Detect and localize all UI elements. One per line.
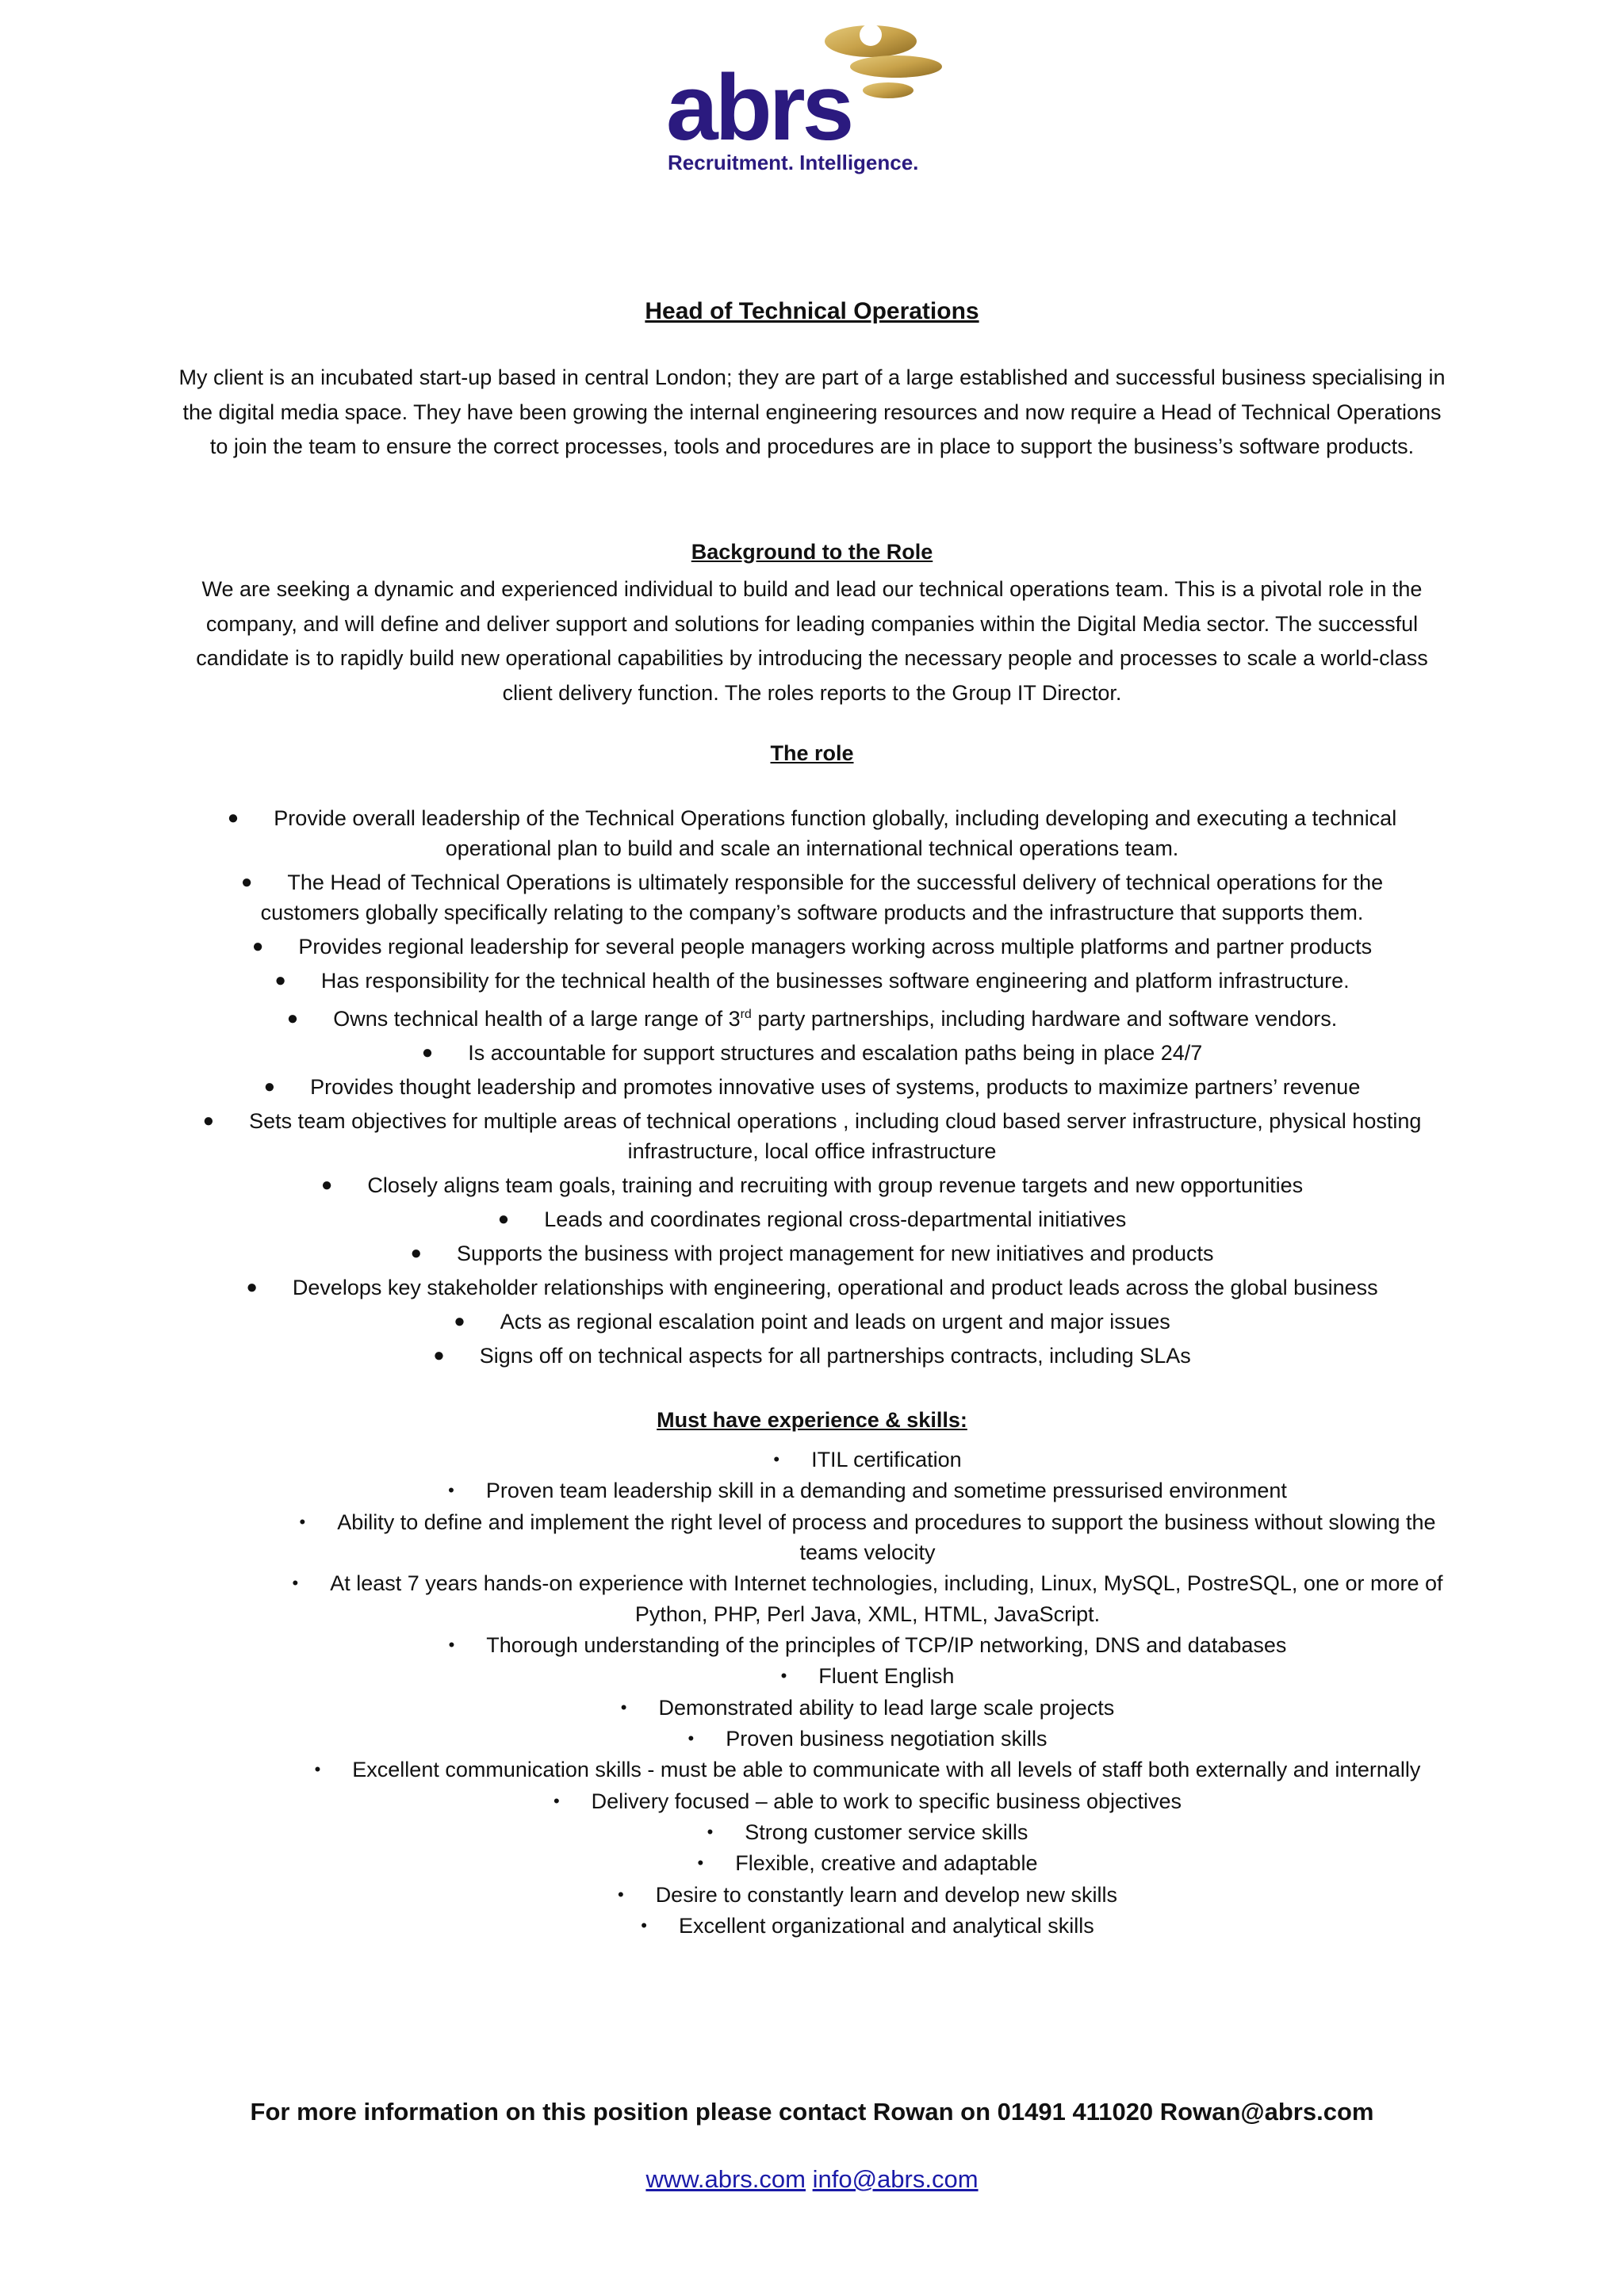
skill-item: • Demonstrated ability to lead large scale projects bbox=[270, 1693, 1465, 1724]
logo-swoosh-low bbox=[863, 82, 914, 98]
bullet-icon: ● bbox=[240, 871, 253, 893]
role-item: ● Supports the business with project management for new initiatives and products bbox=[190, 1238, 1434, 1269]
bullet-icon: • bbox=[707, 1821, 714, 1842]
role-heading: The role bbox=[770, 741, 854, 765]
abrs-logo bbox=[658, 14, 975, 181]
page-title: Head of Technical Operations bbox=[645, 298, 979, 324]
role-item: ● The Head of Technical Operations is ultimately responsible for the successful delivery of technical operations for the customers globally specifically relating to the company’s software products and the infrastructure that supports them. bbox=[190, 867, 1434, 928]
bullet-icon: ● bbox=[497, 1208, 510, 1230]
bullet-icon: ● bbox=[454, 1311, 465, 1332]
bullet-icon: • bbox=[553, 1790, 560, 1811]
skill-item: • Delivery focused – able to work to specific business objectives bbox=[270, 1786, 1465, 1817]
bullet-icon: • bbox=[448, 1480, 454, 1501]
bullet-icon: ● bbox=[202, 1110, 215, 1131]
skill-item: • At least 7 years hands-on experience with Internet technologies, including, Linux, MySQL, PostreSQL, one or more of Python, PHP, Perl Java, XML, HTML, JavaScript. bbox=[270, 1568, 1465, 1629]
skill-item: • Desire to constantly learn and develop new skills bbox=[270, 1880, 1465, 1911]
bullet-icon: ● bbox=[246, 1276, 258, 1298]
bullet-icon: • bbox=[688, 1728, 695, 1749]
bullet-icon: • bbox=[697, 1853, 704, 1873]
role-item: ● Signs off on technical aspects for all partnerships contracts, including SLAs bbox=[190, 1341, 1434, 1371]
must-have-list bbox=[270, 1445, 1465, 1942]
skill-item: • Excellent communication skills - must be able to communicate with all levels of staff both externally and internally bbox=[270, 1755, 1465, 1785]
role-item: ● Closely aligns team goals, training and recruiting with group revenue targets and new opportunities bbox=[190, 1170, 1434, 1200]
background-paragraph: We are seeking a dynamic and experienced individual to build and lead our technical operations team. This is a pivotal role in the company, and will define and deliver support and solutions for leading companies within the Digital Media sector. The successful candidate is to rapidly build new operational capabilities by introducing the necessary people and processes to scale a world-class client delivery function. The roles reports to the Group IT Director. bbox=[196, 577, 1428, 705]
skill-item: • Thorough understanding of the principles of TCP/IP networking, DNS and databases bbox=[270, 1630, 1465, 1661]
role-item bbox=[190, 1000, 1434, 1034]
abrs-logo-graphic bbox=[658, 14, 975, 181]
role-list bbox=[190, 803, 1434, 1375]
role-item: ● Acts as regional escalation point and leads on urgent and major issues bbox=[190, 1307, 1434, 1337]
logo-head bbox=[860, 24, 882, 46]
bullet-icon: • bbox=[292, 1573, 299, 1594]
bullet-icon: ● bbox=[433, 1345, 445, 1366]
must-have-heading: Must have experience & skills: bbox=[657, 1408, 967, 1432]
bullet-icon: • bbox=[620, 1697, 627, 1717]
footer-links bbox=[174, 2165, 1450, 2194]
role-item: ● Is accountable for support structures and escalation paths being in place 24/7 bbox=[190, 1038, 1434, 1068]
bullet-icon: • bbox=[314, 1759, 321, 1780]
background-heading: Background to the Role bbox=[691, 540, 933, 564]
bullet-icon: ● bbox=[227, 807, 239, 828]
role-item: ● Has responsibility for the technical health of the businesses software engineering and platform infrastructure. bbox=[190, 966, 1434, 996]
skill-item: • Proven team leadership skill in a demanding and sometime pressurised environment bbox=[270, 1475, 1465, 1506]
bullet-icon: • bbox=[448, 1635, 455, 1655]
skill-item: • Flexible, creative and adaptable bbox=[270, 1848, 1465, 1879]
logo-tagline: Recruitment. Intelligence. bbox=[668, 151, 919, 174]
bullet-icon: ● bbox=[286, 1008, 299, 1029]
bullet-icon: • bbox=[299, 1511, 306, 1532]
bullet-icon: ● bbox=[274, 970, 286, 991]
bullet-icon: • bbox=[617, 1884, 624, 1904]
contact-line: For more information on this position please contact Rowan on 01491 411020 Rowan@abrs.com bbox=[250, 2098, 1374, 2126]
website-link[interactable]: www.abrs.com bbox=[645, 2165, 806, 2193]
logo-wordmark: abrs bbox=[666, 55, 852, 160]
skill-item: • Excellent organizational and analytical skills bbox=[270, 1911, 1465, 1942]
bullet-icon: ● bbox=[251, 936, 264, 957]
intro-paragraph: My client is an incubated start-up based in central London; they are part of a large established and successful business specialising in the digital media space. They have been growing the internal engineering resources and now require a Head of Technical Operations to join the team to ensure the correct processes, tools and procedures are in place to support the business’s software products. bbox=[178, 365, 1446, 458]
email-link[interactable]: info@abrs.com bbox=[812, 2165, 979, 2193]
role-item-3rd-party: Owns technical health of a large range of 3rd party partnerships, including hardware and software vendors. bbox=[333, 1007, 1338, 1031]
skill-item: • Fluent English bbox=[270, 1661, 1465, 1692]
skill-item: • Strong customer service skills bbox=[270, 1817, 1465, 1848]
logo-swoosh-mid bbox=[850, 55, 942, 78]
role-item: ● Leads and coordinates regional cross-departmental initiatives bbox=[190, 1204, 1434, 1234]
role-item: ● Develops key stakeholder relationships with engineering, operational and product leads across the global business bbox=[190, 1272, 1434, 1303]
role-item: ● Sets team objectives for multiple areas of technical operations , including cloud based server infrastructure, physical hosting infrastructure, local office infrastructure bbox=[190, 1106, 1434, 1166]
skill-item: • Ability to define and implement the right level of process and procedures to support the business without slowing the teams velocity bbox=[270, 1507, 1465, 1568]
role-item: ● Provides regional leadership for several people managers working across multiple platforms and partner products bbox=[190, 932, 1434, 962]
skill-item: • Proven business negotiation skills bbox=[270, 1724, 1465, 1755]
skill-item: • ITIL certification bbox=[270, 1445, 1465, 1475]
bullet-icon: ● bbox=[263, 1076, 276, 1097]
bullet-icon: ● bbox=[410, 1242, 422, 1264]
bullet-icon: • bbox=[780, 1666, 787, 1686]
bullet-icon: • bbox=[641, 1915, 647, 1935]
bullet-icon: ● bbox=[320, 1174, 333, 1196]
role-item: ● Provides thought leadership and promotes innovative uses of systems, products to maximize partners’ revenue bbox=[190, 1072, 1434, 1102]
bullet-icon: • bbox=[773, 1449, 780, 1469]
role-item: ● Provide overall leadership of the Technical Operations function globally, including developing and executing a technical operational plan to build and scale an international technical operations team. bbox=[190, 803, 1434, 863]
ordinal-suffix: rd bbox=[740, 1008, 752, 1021]
bullet-icon: ● bbox=[421, 1042, 434, 1063]
